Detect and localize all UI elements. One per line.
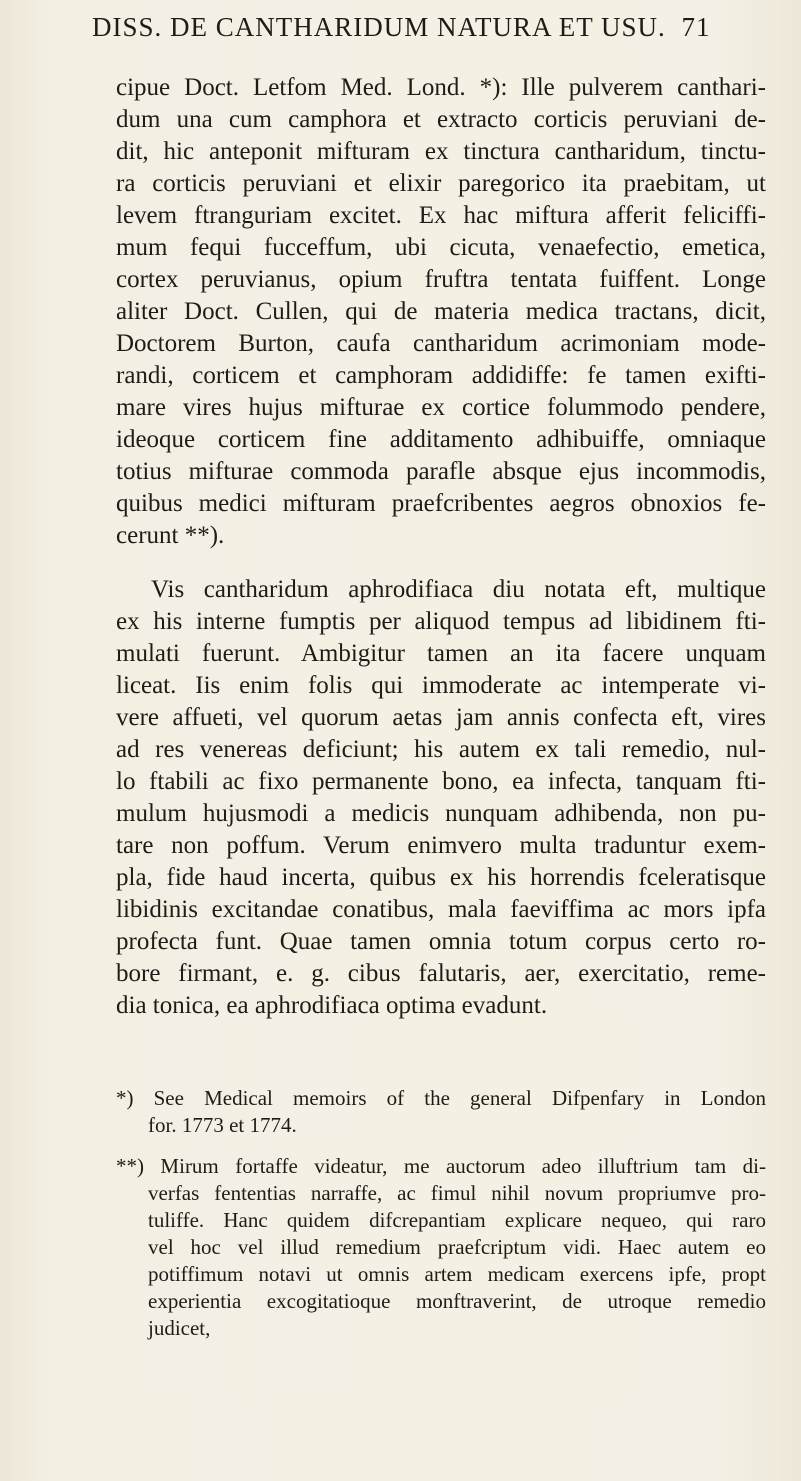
text-line: ex his interne fumptis per aliquod tempus ad libidinem fti- bbox=[116, 608, 766, 635]
footnote-line: for. 1773 et 1774. bbox=[148, 1113, 297, 1137]
header-title: DISS. DE CANTHARIDUM NATURA ET USU. bbox=[92, 12, 666, 42]
footnotes bbox=[116, 1085, 766, 1342]
text-line: vere affueti, vel quorum aetas jam annis confecta eft, vires bbox=[116, 704, 766, 731]
text-line: Doctorem Burton, caufa cantharidum acrimoniam mode- bbox=[116, 330, 766, 357]
text-line: ideoque corticem fine additamento adhibuiffe, omniaque bbox=[116, 426, 766, 453]
paragraph-2 bbox=[116, 574, 766, 1022]
footnote-line: experientia excogitatioque monftraverint, de utroque remedio bbox=[148, 1289, 766, 1313]
text-line: mulati fuerunt. Ambigitur tamen an ita facere unquam bbox=[116, 640, 766, 667]
text-line: Vis cantharidum aphrodifiaca diu notata eft, multique bbox=[151, 576, 766, 603]
text-line: quibus medici mifturam praefcribentes aegros obnoxios fe- bbox=[116, 490, 766, 517]
main-text bbox=[116, 72, 766, 1022]
footnote-line: judicet, bbox=[148, 1316, 211, 1340]
footnote-line: *) See Medical memoirs of the general Difpenfary in London bbox=[116, 1086, 766, 1110]
text-line: dia tonica, ea aphrodifiaca optima evadunt. bbox=[116, 992, 548, 1019]
text-line: ad res venereas deficiunt; his autem ex tali remedio, nul- bbox=[116, 736, 766, 763]
text-line: pla, fide haud incerta, quibus ex his horrendis fceleratisque bbox=[116, 864, 766, 891]
running-header bbox=[92, 12, 712, 43]
text-line: totius mifturae commoda parafle absque ejus incommodis, bbox=[116, 458, 766, 485]
text-line: dit, hic anteponit mifturam ex tinctura cantharidum, tinctu- bbox=[116, 138, 766, 165]
text-line: levem ftranguriam excitet. Ex hac miftura afferit feliciffi- bbox=[116, 202, 766, 229]
text-line: cortex peruvianus, opium fruftra tentata fuiffent. Longe bbox=[116, 266, 766, 293]
text-line: aliter Doct. Cullen, qui de materia medica tractans, dicit, bbox=[116, 298, 766, 325]
text-line: mare vires hujus mifturae ex cortice folummodo pendere, bbox=[116, 394, 766, 421]
text-line: cerunt **). bbox=[116, 522, 225, 549]
text-line: lo ftabili ac fixo permanente bono, ea infecta, tanquam fti- bbox=[116, 768, 766, 795]
text-line: profecta funt. Quae tamen omnia totum corpus certo ro- bbox=[116, 928, 766, 955]
paragraph-gap bbox=[116, 552, 766, 574]
footnote-line: vel hoc vel illud remedium praefcriptum vidi. Haec autem eo bbox=[148, 1235, 766, 1259]
text-line: randi, corticem et camphoram addidiffe: fe tamen exifti- bbox=[116, 362, 766, 389]
footnote-line: **) Mirum fortaffe videatur, me auctorum adeo illuftrium tam di- bbox=[116, 1154, 766, 1178]
footnote-line: potiffimum notavi ut omnis artem medicam exercens ipfe, propt bbox=[148, 1262, 766, 1286]
text-line: mum fequi fucceffum, ubi cicuta, venaefectio, emetica, bbox=[116, 234, 766, 261]
text-line: dum una cum camphora et extracto corticis peruviani de- bbox=[116, 106, 766, 133]
footnote-gap bbox=[116, 1139, 766, 1153]
text-line: cipue Doct. Letfom Med. Lond. *): Ille pulverem canthari- bbox=[116, 74, 766, 101]
footnote-line: verfas fententias narraffe, ac fimul nihil novum propriumve pro- bbox=[148, 1181, 766, 1205]
paragraph-1 bbox=[116, 72, 766, 552]
footnote-2 bbox=[116, 1153, 766, 1342]
footnote-1 bbox=[116, 1085, 766, 1139]
text-line: mulum hujusmodi a medicis nunquam adhibenda, non pu- bbox=[116, 800, 766, 827]
text-line: bore firmant, e. g. cibus falutaris, aer, exercitatio, reme- bbox=[116, 960, 766, 987]
text-line: libidinis excitandae conatibus, mala faeviffima ac mors ipfa bbox=[116, 896, 766, 923]
text-line: liceat. Iis enim folis qui immoderate ac intemperate vi- bbox=[116, 672, 766, 699]
text-line: ra corticis peruviani et elixir paregorico ita praebitam, ut bbox=[116, 170, 766, 197]
page-number: 71 bbox=[681, 12, 711, 42]
text-line: tare non poffum. Verum enimvero multa traduntur exem- bbox=[116, 832, 766, 859]
footnote-line: tuliffe. Hanc quidem difcrepantiam explicare nequeo, qui raro bbox=[148, 1208, 766, 1232]
